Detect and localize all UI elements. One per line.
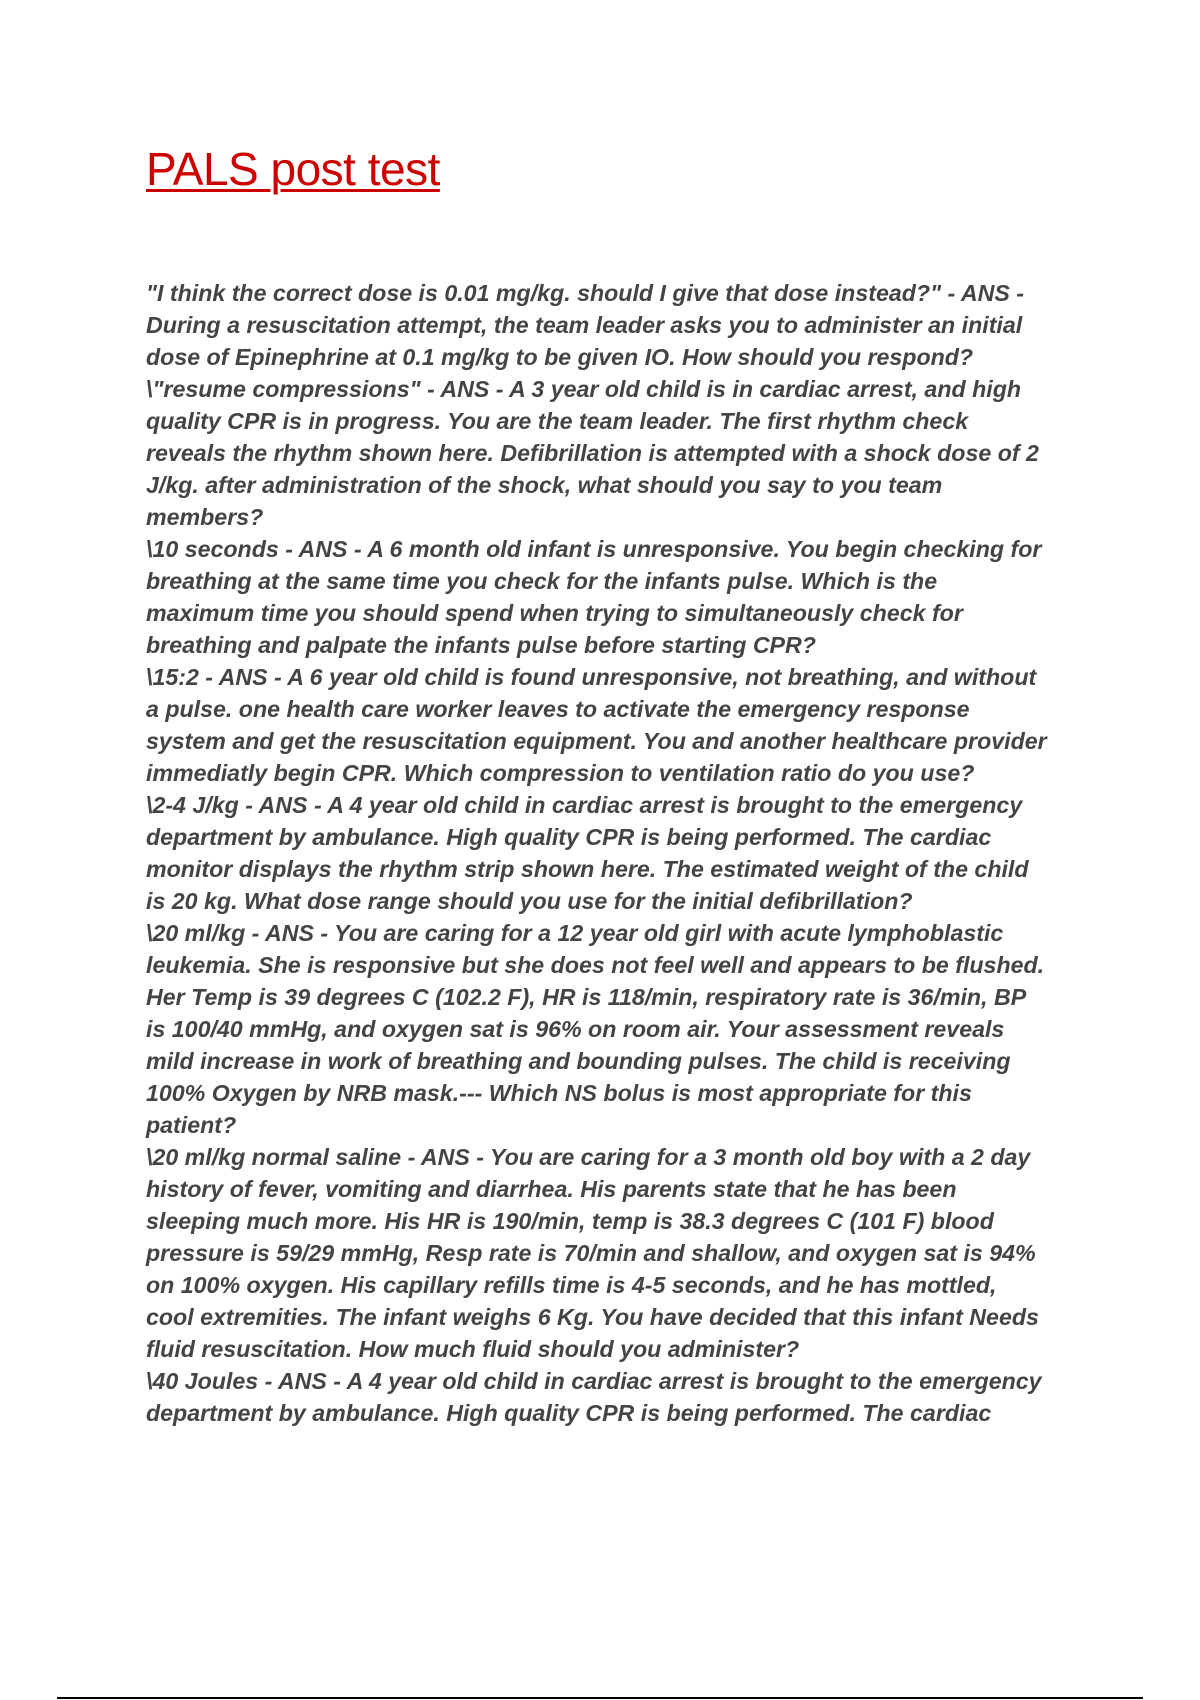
text-line: \20 ml/kg normal saline - ANS - You are caring for a 3 month old boy with a 2 day <box>146 1144 1031 1170</box>
text-line: department by ambulance. High quality CPR is being performed. The cardiac <box>146 1400 992 1426</box>
text-line: maximum time you should spend when trying to simultaneously check for <box>146 600 963 626</box>
text-line: cool extremities. The infant weighs 6 Kg. You have decided that this infant Needs <box>146 1304 1039 1330</box>
footer-divider <box>57 1697 1143 1699</box>
text-line: "I think the correct dose is 0.01 mg/kg. should I give that dose instead?" - ANS - <box>146 280 1024 306</box>
text-line: \10 seconds - ANS - A 6 month old infant is unresponsive. You begin checking for <box>146 536 1042 562</box>
qa-text-body <box>146 277 1096 1429</box>
text-line: During a resuscitation attempt, the team leader asks you to administer an initial <box>146 312 1023 338</box>
text-line: department by ambulance. High quality CPR is being performed. The cardiac <box>146 824 992 850</box>
text-line: quality CPR is in progress. You are the team leader. The first rhythm check <box>146 408 969 434</box>
text-line: breathing and palpate the infants pulse before starting CPR? <box>146 632 816 658</box>
text-line: Her Temp is 39 degrees C (102.2 F), HR is 118/min, respiratory rate is 36/min, BP <box>146 984 1027 1010</box>
text-line: fluid resuscitation. How much fluid should you administer? <box>146 1336 800 1362</box>
text-line: immediatly begin CPR. Which compression to ventilation ratio do you use? <box>146 760 975 786</box>
text-line: leukemia. She is responsive but she does not feel well and appears to be flushed. <box>146 952 1045 978</box>
text-line: \20 ml/kg - ANS - You are caring for a 12 year old girl with acute lymphoblastic <box>146 920 1004 946</box>
text-line: \15:2 - ANS - A 6 year old child is found unresponsive, not breathing, and without <box>146 664 1037 690</box>
page-title: PALS post test <box>146 143 440 195</box>
text-line: is 100/40 mmHg, and oxygen sat is 96% on room air. Your assessment reveals <box>146 1016 1005 1042</box>
text-line: history of fever, vomiting and diarrhea. His parents state that he has been <box>146 1176 957 1202</box>
text-line: system and get the resuscitation equipment. You and another healthcare provider <box>146 728 1047 754</box>
text-line: mild increase in work of breathing and bounding pulses. The child is receiving <box>146 1048 1011 1074</box>
text-line: 100% Oxygen by NRB mask.--- Which NS bolus is most appropriate for this <box>146 1080 972 1106</box>
text-line: sleeping much more. His HR is 190/min, temp is 38.3 degrees C (101 F) blood <box>146 1208 994 1234</box>
text-line: a pulse. one health care worker leaves to activate the emergency response <box>146 696 970 722</box>
text-line: breathing at the same time you check for the infants pulse. Which is the <box>146 568 938 594</box>
text-line: monitor displays the rhythm strip shown here. The estimated weight of the child <box>146 856 1029 882</box>
text-line: dose of Epinephrine at 0.1 mg/kg to be given IO. How should you respond? <box>146 344 974 370</box>
text-line: is 20 kg. What dose range should you use for the initial defibrillation? <box>146 888 913 914</box>
text-line: \40 Joules - ANS - A 4 year old child in cardiac arrest is brought to the emergency <box>146 1368 1042 1394</box>
text-line: reveals the rhythm shown here. Defibrillation is attempted with a shock dose of 2 <box>146 440 1039 466</box>
text-line: \"resume compressions" - ANS - A 3 year old child is in cardiac arrest, and high <box>146 376 1022 402</box>
text-line: members? <box>146 504 264 530</box>
text-line: J/kg. after administration of the shock, what should you say to you team <box>146 472 943 498</box>
text-line: patient? <box>146 1112 237 1138</box>
text-line: \2-4 J/kg - ANS - A 4 year old child in cardiac arrest is brought to the emergency <box>146 792 1023 818</box>
text-line: on 100% oxygen. His capillary refills time is 4-5 seconds, and he has mottled, <box>146 1272 997 1298</box>
text-line: pressure is 59/29 mmHg, Resp rate is 70/min and shallow, and oxygen sat is 94% <box>146 1240 1036 1266</box>
